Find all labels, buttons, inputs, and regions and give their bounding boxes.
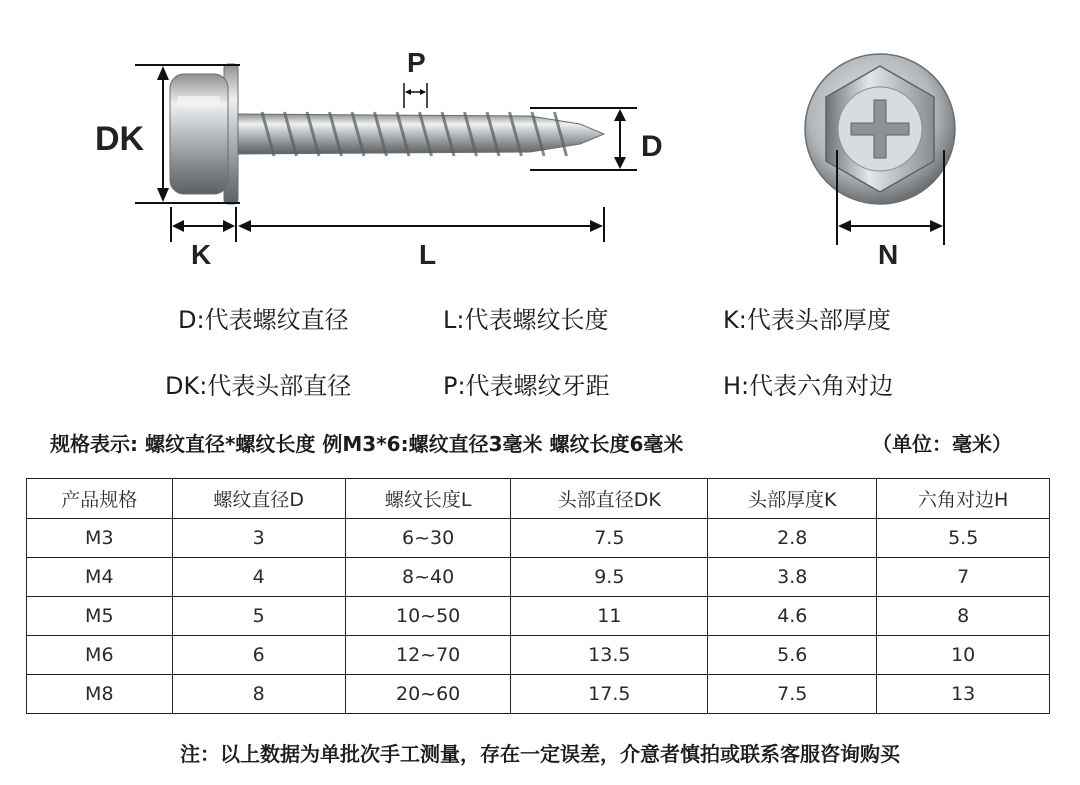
table-cell: 3: [172, 519, 345, 558]
table-cell: 6: [172, 636, 345, 675]
table-cell: 5.6: [708, 636, 877, 675]
d-label: D: [641, 130, 663, 163]
spec-format-line: 规格表示: 螺纹直径*螺纹长度 例M3*6:螺纹直径3毫米 螺纹长度6毫米: [50, 432, 684, 456]
table-cell: 20~60: [345, 675, 511, 714]
table-cell: 8: [877, 597, 1050, 636]
header-cell: 螺纹直径D: [172, 479, 345, 519]
table-cell: 7: [877, 558, 1050, 597]
disclaimer-note: 注：以上数据为单批次手工测量，存在一定误差，介意者慎拍或联系客服咨询购买: [180, 742, 900, 766]
table-cell: M5: [27, 597, 173, 636]
table-cell: 7.5: [511, 519, 708, 558]
n-label: N: [878, 239, 899, 270]
table-cell: 4: [172, 558, 345, 597]
table-cell: 8~40: [345, 558, 511, 597]
unit-label: （单位：毫米）: [872, 432, 1012, 456]
table-cell: 7.5: [708, 675, 877, 714]
legend-d: D:代表螺纹直径: [178, 306, 349, 334]
table-cell: 13: [877, 675, 1050, 714]
header-cell: 头部直径DK: [511, 479, 708, 519]
k-label: K: [191, 239, 212, 270]
k-dimension: [171, 207, 236, 242]
table-cell: 3.8: [708, 558, 877, 597]
table-row: [27, 675, 1050, 714]
table-cell: 4.6: [708, 597, 877, 636]
table-cell: M6: [27, 636, 173, 675]
screw-dimension-diagram: [0, 0, 1080, 285]
table-cell: 8: [172, 675, 345, 714]
table-row: [27, 636, 1050, 675]
legend-k: K:代表头部厚度: [723, 306, 891, 334]
p-dimension: [404, 83, 427, 108]
header-cell: 产品规格: [27, 479, 173, 519]
table-cell: 9.5: [511, 558, 708, 597]
l-dimension: [238, 207, 604, 242]
l-label: L: [419, 239, 437, 270]
table-cell: 6~30: [345, 519, 511, 558]
table-cell: 5: [172, 597, 345, 636]
legend-p: P:代表螺纹牙距: [443, 372, 610, 400]
screw-head-top-view: [805, 54, 955, 204]
legend-h: H:代表六角对边: [723, 372, 894, 400]
table-header-row: [27, 479, 1050, 519]
spec-table: [26, 478, 1050, 714]
table-cell: 10~50: [345, 597, 511, 636]
table-cell: 17.5: [511, 675, 708, 714]
legend-l: L:代表螺纹长度: [443, 306, 609, 334]
table-row: [27, 558, 1050, 597]
table-cell: M8: [27, 675, 173, 714]
table-row: [27, 519, 1050, 558]
table-cell: 10: [877, 636, 1050, 675]
header-cell: 螺纹长度L: [345, 479, 511, 519]
p-label: P: [407, 47, 426, 78]
legend-dk: DK:代表头部直径: [165, 372, 352, 400]
dk-label: DK: [95, 120, 145, 158]
table-cell: 12~70: [345, 636, 511, 675]
header-cell: 头部厚度K: [708, 479, 877, 519]
table-cell: 13.5: [511, 636, 708, 675]
table-cell: 11: [511, 597, 708, 636]
table-row: [27, 597, 1050, 636]
table-cell: M4: [27, 558, 173, 597]
table-cell: 5.5: [877, 519, 1050, 558]
table-cell: M3: [27, 519, 173, 558]
screw-side-view: [170, 64, 604, 204]
table-cell: 2.8: [708, 519, 877, 558]
header-cell: 六角对边H: [877, 479, 1050, 519]
